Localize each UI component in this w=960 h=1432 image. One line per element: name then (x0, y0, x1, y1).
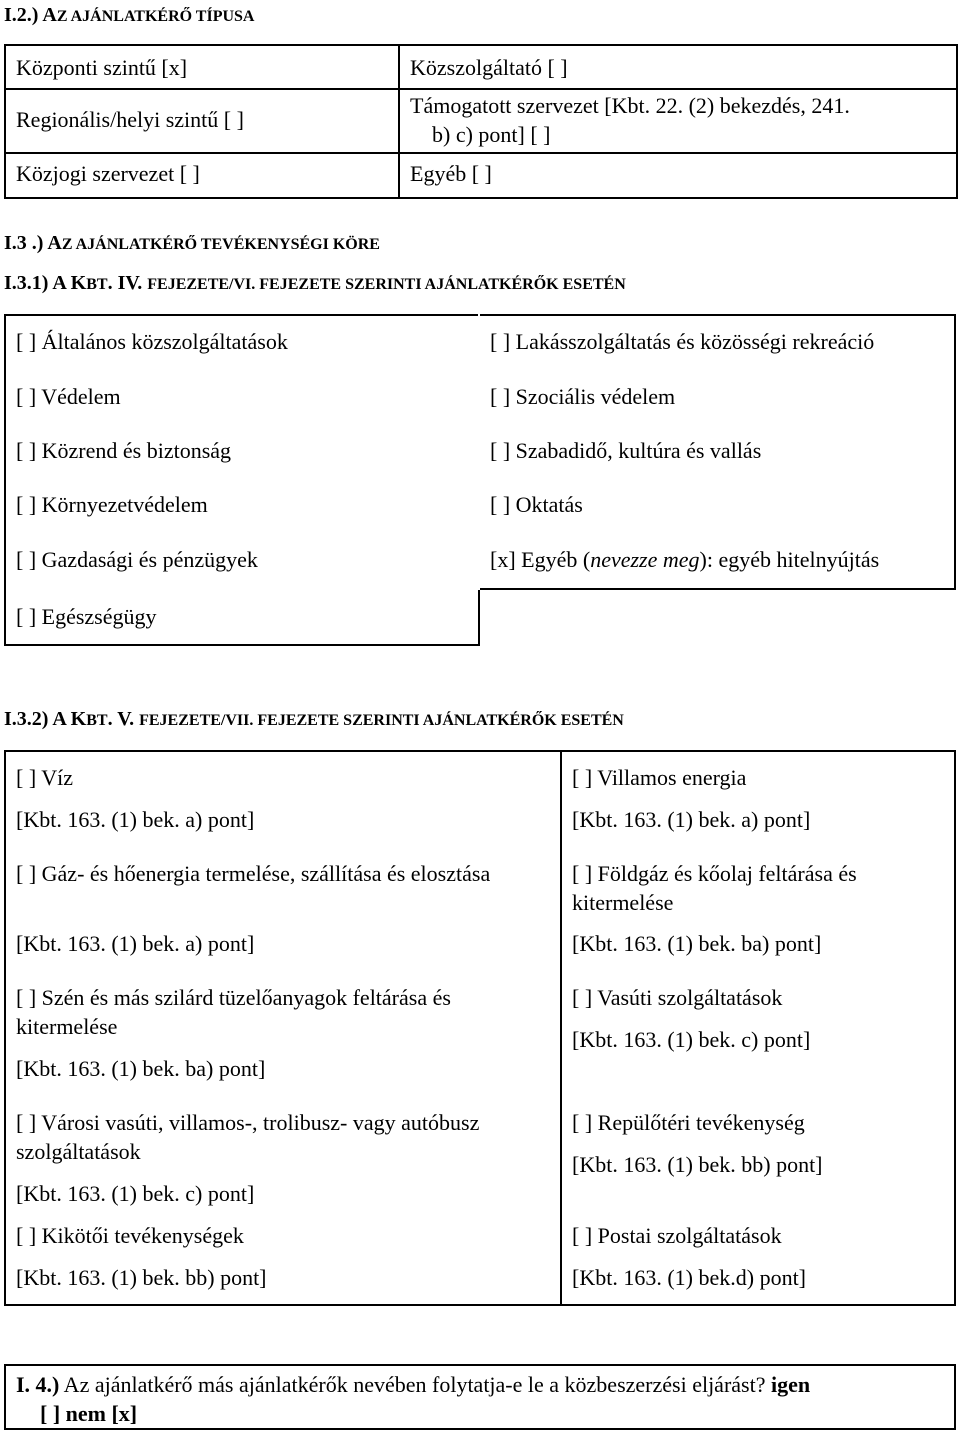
kozos-ajanlatkeres-question: I. 4.) Az ajánlatkérő más ajánlatkérők nevében folytatja-e le a közbeszerzési eljárást? igen (16, 1372, 811, 1397)
table-divider (4, 88, 958, 90)
section-heading-i32: I.3.2) A KBT. V. FEJEZETE/VII. FEJEZETE SZERINTI AJÁNLATKÉRŐK ESETÉN (4, 708, 624, 730)
sector-gaz-hoenergia[interactable]: [ ] Gáz- és hőenergia termelése, szállítása és elosztása (16, 861, 491, 886)
option-regionalis-helyi[interactable]: Regionális/helyi szintű [ ] (16, 107, 244, 132)
option-egyeb[interactable]: Egyéb [ ] (410, 161, 492, 186)
option-tamogatott-szervezet[interactable]: Támogatott szervezet [Kbt. 22. (2) bekezdés, 241. b) c) pont] [ ] (410, 93, 850, 147)
activity-szabadido-kultura[interactable]: [ ] Szabadidő, kultúra és vallás (490, 438, 762, 463)
activity-oktatas[interactable]: [ ] Oktatás (490, 492, 583, 517)
table-divider (398, 44, 400, 199)
sector-kikotoi[interactable]: [ ] Kikötői tevékenységek (16, 1223, 244, 1248)
sector-vasuti[interactable]: [ ] Vasúti szolgáltatások (572, 985, 783, 1010)
table-border (480, 588, 956, 590)
activity-egyeb[interactable]: [x] Egyéb (nevezze meg): egyéb hitelnyújtás (490, 547, 880, 572)
sector-repuloteri-ref: [Kbt. 163. (1) bek. bb) pont] (572, 1152, 823, 1177)
option-igen[interactable]: igen (770, 1372, 811, 1397)
table-border (4, 644, 478, 646)
option-kozjogi-szervezet[interactable]: Közjogi szervezet [ ] (16, 161, 200, 186)
sector-repuloteri[interactable]: [ ] Repülőtéri tevékenység (572, 1110, 805, 1135)
activity-egeszsegugy[interactable]: [ ] Egészségügy (16, 604, 157, 629)
option-nem[interactable]: [ ] nem (40, 1401, 106, 1426)
sector-vasuti-ref: [Kbt. 163. (1) bek. c) pont] (572, 1027, 811, 1052)
activity-lakasszolgaltatas[interactable]: [ ] Lakásszolgáltatás és közösségi rekreáció (490, 329, 875, 354)
table-border (4, 314, 6, 646)
sector-postai-ref: [Kbt. 163. (1) bek.d) pont] (572, 1265, 807, 1290)
sector-villamos-energia[interactable]: [ ] Villamos energia (572, 765, 747, 790)
sector-postai[interactable]: [ ] Postai szolgáltatások (572, 1223, 782, 1248)
sector-viz-ref: [Kbt. 163. (1) bek. a) pont] (16, 807, 255, 832)
sector-foldgaz-koolaj[interactable]: [ ] Földgáz és kőolaj feltárása és kitermelése (572, 861, 857, 915)
sector-varosi-kozlekedes-ref: [Kbt. 163. (1) bek. c) pont] (16, 1181, 255, 1206)
activity-altalanos-kozszolgaltatasok[interactable]: [ ] Általános közszolgáltatások (16, 329, 288, 354)
sector-villamos-energia-ref: [Kbt. 163. (1) bek. a) pont] (572, 807, 811, 832)
sector-foldgaz-koolaj-ref: [Kbt. 163. (1) bek. ba) pont] (572, 931, 822, 956)
sector-viz[interactable]: [ ] Víz (16, 765, 74, 790)
activity-gazdasagi-penzugyek[interactable]: [ ] Gazdasági és pénzügyek (16, 547, 258, 572)
option-kozponti-szintu[interactable]: Központi szintű [x] (16, 55, 188, 80)
activity-szocialis-vedelem[interactable]: [ ] Szociális védelem (490, 384, 676, 409)
option-kozszolgaltato[interactable]: Közszolgáltató [ ] (410, 55, 568, 80)
sector-kikotoi-ref: [Kbt. 163. (1) bek. bb) pont] (16, 1265, 267, 1290)
sector-gaz-hoenergia-ref: [Kbt. 163. (1) bek. a) pont] (16, 931, 255, 956)
table-border (478, 590, 480, 646)
table-border (480, 314, 956, 316)
table-divider (560, 750, 562, 1306)
sector-szen-tuzeloanyag-ref: [Kbt. 163. (1) bek. ba) pont] (16, 1056, 266, 1081)
sector-varosi-kozlekedes[interactable]: [ ] Városi vasúti, villamos-, trolibusz- vagy autóbusz szolgáltatások (16, 1110, 480, 1164)
kozos-ajanlatkeres-answers: [ ] nem [x] (40, 1401, 138, 1426)
section-heading-i2: I.2.) AZ AJÁNLATKÉRŐ TÍPUSA (4, 4, 255, 26)
activity-kozrend-biztonsag[interactable]: [ ] Közrend és biztonság (16, 438, 232, 463)
table-divider (4, 152, 958, 154)
table-border (954, 314, 956, 590)
sector-szen-tuzeloanyag[interactable]: [ ] Szén és más szilárd tüzelőanyagok feltárása és kitermelése (16, 985, 451, 1039)
activity-kornyezetvedelem[interactable]: [ ] Környezetvédelem (16, 492, 208, 517)
activity-vedelem[interactable]: [ ] Védelem (16, 384, 121, 409)
section-heading-i31: I.3.1) A KBT. IV. FEJEZETE/VI. FEJEZETE SZERINTI AJÁNLATKÉRŐK ESETÉN (4, 272, 626, 294)
table-border (4, 314, 478, 316)
section-heading-i3: I.3 .) AZ AJÁNLATKÉRŐ TEVÉKENYSÉGI KÖRE (4, 232, 380, 254)
